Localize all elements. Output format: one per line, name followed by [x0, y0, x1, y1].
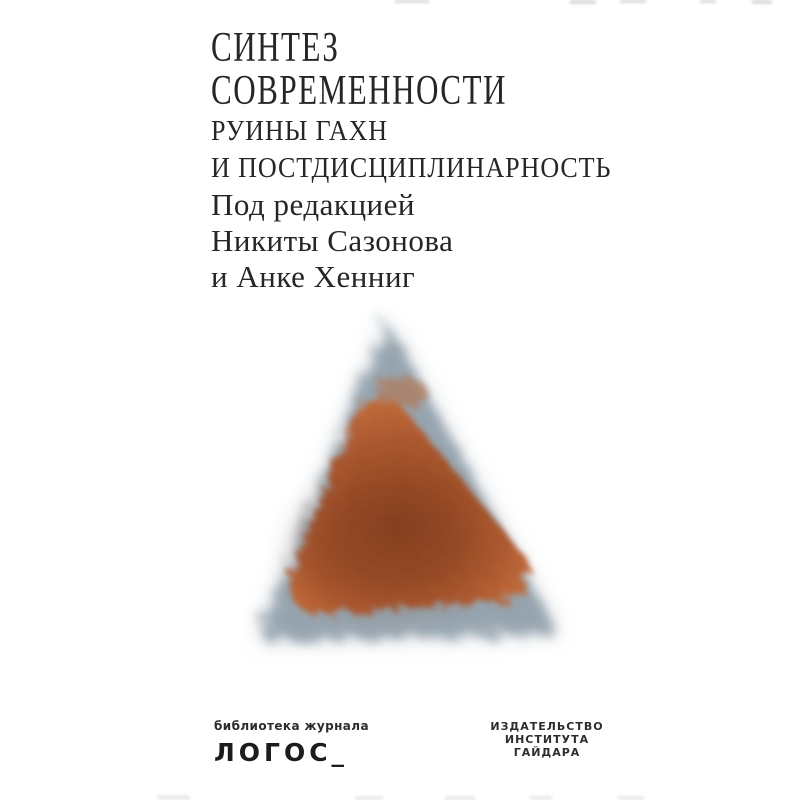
editors-block: [211, 187, 642, 295]
logos-logo: ЛОГОС_: [214, 738, 349, 767]
book-subtitle-line1: РУИНЫ ГАХН: [211, 116, 389, 147]
book-subtitle-line2: И ПОСТДИСЦИПЛИНАРНОСТЬ: [211, 153, 612, 184]
publisher-line3: ГАЙДАРА: [513, 746, 581, 759]
scan-artifact: [618, 796, 644, 800]
scan-artifact: [395, 0, 429, 3]
scan-artifact: [570, 0, 596, 4]
publisher-line2: ИНСТИТУТА: [504, 733, 590, 746]
editor-line2: Никиты Сазонова: [211, 223, 454, 258]
book-title-line1: СИНТЕЗ: [211, 25, 340, 71]
series-label: библиотека журнала: [214, 719, 369, 733]
editor-line3: и Анке Хенниг: [211, 259, 416, 294]
scan-artifact: [530, 796, 552, 800]
scan-artifact: [752, 0, 772, 4]
cover-artwork-triangle-blob: [220, 300, 600, 670]
editor-line1: Под редакцией: [211, 187, 415, 222]
scan-artifact: [158, 795, 190, 800]
publisher-block: [489, 720, 605, 759]
scan-artifact: [620, 0, 646, 3]
series-block: [214, 719, 369, 767]
book-subtitle: [211, 113, 642, 187]
book-title-line2: СОВРЕМЕННОСТИ: [211, 68, 507, 114]
title-block: [211, 27, 642, 295]
blob-center-shade: [300, 490, 476, 600]
scan-artifact: [700, 0, 716, 3]
scan-artifact: [355, 796, 383, 800]
publisher-line1: ИЗДАТЕЛЬСТВО: [490, 720, 604, 733]
scan-artifact: [445, 796, 475, 800]
